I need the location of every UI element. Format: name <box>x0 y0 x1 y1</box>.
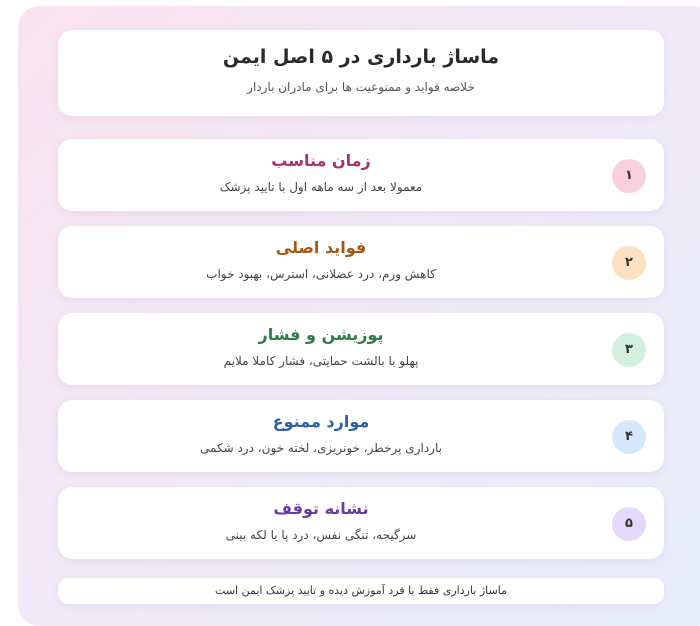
step-number-badge: ۴ <box>612 420 646 454</box>
footer-card <box>58 578 664 604</box>
step-card-2 <box>58 226 664 298</box>
page-title: ماساژ بارداری در ۵ اصل ایمن <box>222 46 500 68</box>
step-title: زمان مناسب <box>271 151 371 170</box>
step-title: موارد ممنوع <box>272 412 370 431</box>
header-card <box>58 30 664 116</box>
page-subtitle: خلاصه فواید و ممنوعیت ها برای مادران باردار <box>247 80 475 94</box>
step-card-5 <box>58 487 664 559</box>
step-card-1 <box>58 139 664 211</box>
step-number-badge: ۳ <box>612 333 646 367</box>
step-description: معمولا بعد از سه ماهه اول با تایید پزشک <box>219 180 423 194</box>
step-number-badge: ۲ <box>612 246 646 280</box>
step-number-badge: ۱ <box>612 159 646 193</box>
step-title: پوزیشن و فشار <box>258 325 384 344</box>
step-number-badge: ۵ <box>612 507 646 541</box>
step-title: فواید اصلی <box>275 238 367 257</box>
step-title: نشانه توقف <box>273 499 369 518</box>
step-description: پهلو با بالشت حمایتی، فشار کاملا ملایم <box>223 354 419 368</box>
step-description: کاهش ورم، درد عضلانی، استرس، بهبود خواب <box>206 267 436 281</box>
step-card-3 <box>58 313 664 385</box>
step-description: بارداری پرخطر، خونریزی، لخته خون، درد شکمی <box>200 441 442 455</box>
step-card-4 <box>58 400 664 472</box>
footer-note: ماساژ بارداری فقط با فرد آموزش دیده و تایید پزشک ایمن است <box>215 584 507 597</box>
step-description: سرگیجه، تنگی نفس، درد پا یا لکه بینی <box>225 528 417 542</box>
